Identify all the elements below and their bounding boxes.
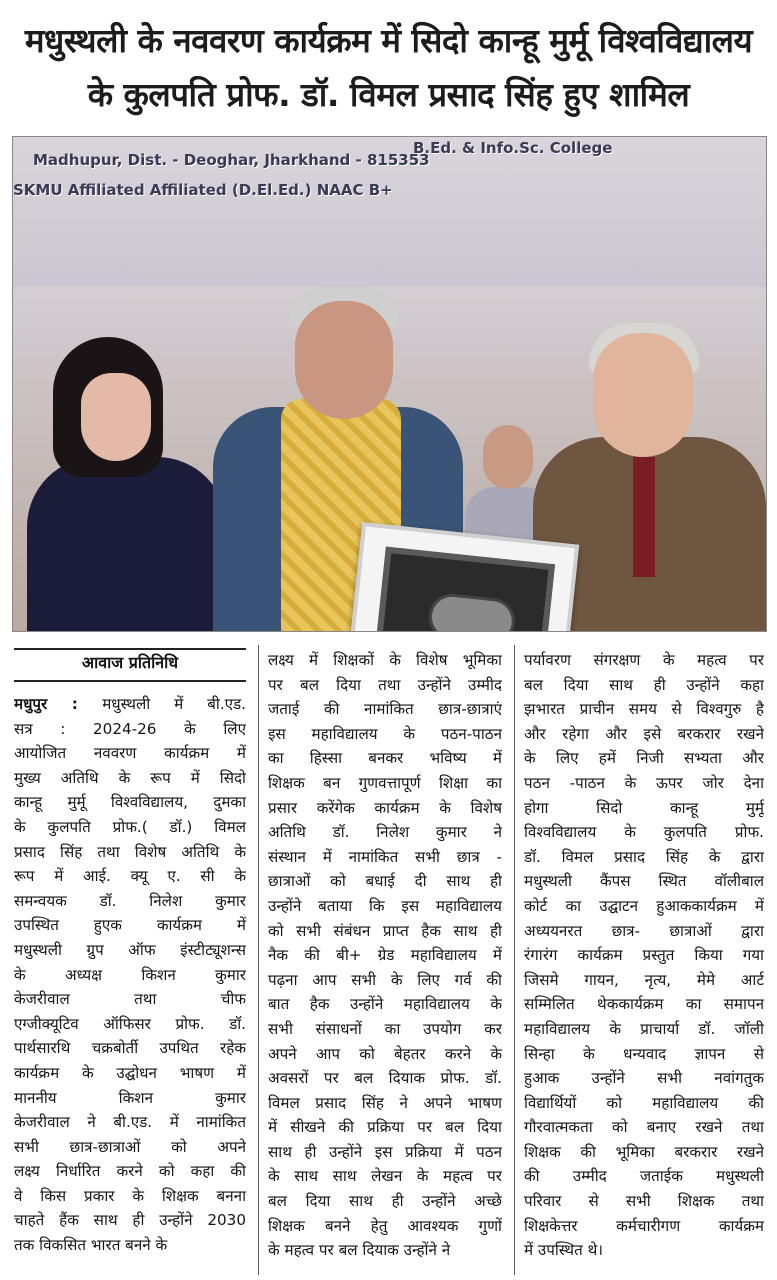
text-line: विश्वविद्यालय के कुलपति प्रोफ.	[524, 823, 764, 842]
text-line: माननीय किशन कुमार	[14, 1088, 246, 1107]
text-line: सम्मिलित थेककार्यक्रम का समापन	[524, 995, 764, 1014]
text-line: एग्जीक्यूटिव ऑफिसर प्रोफ. डॉ.	[14, 1014, 246, 1033]
text-line: तक विकसित भारत बनने के	[14, 1236, 168, 1255]
text-line: झभारत प्राचीन समय से विश्वगुरु है	[524, 700, 764, 719]
text-line: हुआक उन्होंने सभी नवांगतुक	[524, 1069, 764, 1088]
text-line: उपस्थित हुएक कार्यक्रम में	[14, 916, 246, 935]
text-line: सत्र : 2024-26 के लिए	[14, 719, 246, 738]
text-line: और रहेगा और इसे बरकरार रखने	[524, 724, 764, 743]
text-line: पढ़ना आप सभी के लिए गर्व की	[268, 970, 502, 989]
byline: आवाज प्रतिनिधि	[14, 648, 246, 682]
text-line: के अध्यक्ष किशन कुमार	[14, 965, 246, 984]
woman-face	[81, 373, 151, 461]
text-line: छात्राओं को बधाई दी साथ ही	[268, 872, 502, 891]
text-line	[14, 692, 246, 717]
article-column-3	[524, 648, 764, 1263]
text-line: के लिए हमें निजी सभ्यता और	[524, 749, 764, 768]
text-line: पार्थसारथि चक्रबोर्ती उपथित रहेक	[14, 1039, 246, 1058]
text-line: कार्यक्रम के उद्घोधन भाषण में	[14, 1063, 246, 1082]
text-line: होगा सिदो कान्हू मुर्मू	[524, 798, 764, 817]
headline	[0, 14, 777, 122]
text-line: रंगारंग कार्यक्रम प्रस्तुत किया गया	[524, 946, 764, 965]
memento-inner	[373, 547, 555, 632]
text-line: जिसमे गायन, नृत्य, मेमे आर्ट	[524, 970, 764, 989]
text-line: मधुस्थली कैंपस स्थित वॉलीबाल	[524, 872, 764, 891]
text-line: को सभी संबंधन प्राप्त हैक साथ ही	[268, 921, 502, 940]
woman-figure	[27, 457, 227, 632]
text-line: प्रसाद सिंह तथा विशेष अतिथि के	[14, 842, 246, 861]
text-line: रूप में आई. क्यू ए. सी के	[14, 867, 246, 886]
text-line: के महत्व पर बल दियाक उन्होंने ने	[268, 1241, 451, 1260]
text-line: का हिस्सा बनकर भविष्य में	[268, 749, 502, 768]
tie	[633, 457, 655, 577]
text-line: शिक्षक बन गुणवत्तापूर्ण शिक्षा का	[268, 773, 502, 792]
text-line: शिक्षक की भूमिका बरकरार रखने	[524, 1142, 764, 1161]
text-line: समन्वयक डॉ. निलेश कुमार	[14, 891, 246, 910]
text-line: कोर्ट का उद्घाटन हुआककार्यक्रम में	[524, 896, 764, 915]
text-line: सिन्हा के धन्यवाद ज्ञापन से	[524, 1044, 764, 1063]
text-line: में उपस्थित थे।	[524, 1241, 604, 1260]
text-line: की उम्मीद जताईक मधुस्थली	[524, 1167, 764, 1186]
text-line: महाविद्यालय के प्राचार्या डॉ. जॉली	[524, 1019, 764, 1038]
text-line: इस महाविद्यालय के पठन-पाठन	[268, 724, 502, 743]
text-line: अपने आप को बेहतर करने के	[268, 1044, 502, 1063]
text-line: चाहते हैंक साथ ही उन्होंने 2030	[14, 1211, 246, 1230]
text-line: केजरीवाल तथा चीफ	[14, 990, 246, 1009]
text-line: शिक्षकेत्तर कर्मचारीगण कार्यक्रम	[524, 1216, 764, 1235]
text-line: में सीखने की प्रक्रिया पर बल दिया	[268, 1118, 502, 1137]
banner-text-0: B.Ed. & Info.Sc. College	[413, 139, 613, 157]
text-line: लक्ष्य में शिक्षकों के विशेष भूमिका	[268, 651, 502, 669]
text-line: के साथ साथ लेखन के महत्व पर	[268, 1167, 502, 1186]
text-line: सभी छात्र-छात्राओं को अपने	[14, 1137, 246, 1156]
text-line: सभी संसाधनों का उपयोग कर	[268, 1019, 502, 1038]
text-line: बल दिया साथ ही उन्होंने अच्छे	[268, 1192, 502, 1211]
headline-line-2: के कुलपति प्रोफ. डॉ. विमल प्रसाद सिंह हुए शामिल	[87, 75, 690, 114]
memento-art	[427, 592, 517, 632]
text-line: वे किस प्रकार के शिक्षक बनना	[14, 1186, 246, 1205]
text-line: परिवार से सभी शिक्षक तथा	[524, 1192, 764, 1211]
text-line: केजरीवाल ने बी.एड. में नामांकित	[14, 1113, 246, 1132]
text-line: पर बल दिया तथा उन्होंने उम्मीद	[268, 675, 502, 694]
banner-text-1: Madhupur, Dist. - Deoghar, Jharkhand - 815353	[33, 151, 430, 169]
text-line: लक्ष्य निर्धारित करने को कहा की	[14, 1162, 246, 1181]
banner-text-2: SKMU Affiliated Affiliated (D.El.Ed.) NAAC B+	[13, 181, 393, 199]
text-line: मधुस्थली ग्रुप ऑफ इंस्टीट्यूशन्स	[14, 940, 246, 959]
text-line: अतिथि डॉ. निलेश कुमार ने	[268, 823, 502, 842]
text-line: मुख्य अतिथि के रूप में सिदो	[14, 768, 246, 787]
text-line: आयोजित नववरण कार्यक्रम में	[14, 744, 246, 763]
text-line: बात हैक उन्होंने महाविद्यालय के	[268, 995, 502, 1014]
text-line: संस्थान में नामांकित सभी छात्र -	[268, 847, 502, 866]
text-line: डॉ. विमल प्रसाद सिंह के द्वारा	[524, 847, 764, 866]
text-line: के कुलपति प्रोफ.( डॉ.) विमल	[14, 817, 246, 836]
column-rule-1	[258, 645, 259, 1275]
column-rule-2	[514, 645, 515, 1275]
text-line: कान्हू मुर्मू विश्वविद्यालय, दुमका	[14, 793, 246, 812]
text-line: जताई की नामांकित छात्र-छात्राएं	[268, 700, 502, 719]
text-line: उन्होंने बताया कि इस महाविद्यालय	[268, 896, 502, 915]
text-line: साथ ही उन्होंने इस प्रक्रिया में पठन	[268, 1142, 502, 1161]
text-line: अध्ययनरत छात्र- छात्राओं द्वारा	[524, 921, 764, 940]
text-line: बल दिया साथ ही उन्होंने कहा	[524, 675, 764, 694]
girl-face	[483, 425, 533, 489]
text-line-rest: मधुस्थली में बी.एड.	[102, 695, 246, 713]
text-line: विमल प्रसाद सिंह ने अपने भाषण	[268, 1093, 502, 1112]
text-line: पर्यावरण संगरक्षण के महत्व पर	[524, 651, 764, 669]
article-column-2	[268, 648, 502, 1263]
text-line: पठन -पाठन के ऊपर जोर देना	[524, 773, 764, 792]
text-line: शिक्षक बनने हेतु आवश्यक गुणों	[268, 1216, 502, 1235]
text-line: गौरवात्मकता को बनाए रखने तथा	[524, 1118, 764, 1137]
headline-line-1: मधुस्थली के नववरण कार्यक्रम में सिदो कान्हू मुर्मू विश्वविद्यालय	[24, 21, 753, 60]
news-photo	[12, 136, 767, 632]
elder-man-face	[593, 333, 693, 457]
article-column-1	[14, 692, 246, 1258]
text-line: अवसरों पर बल दियाक प्रोफ. डॉ.	[268, 1069, 502, 1088]
text-line: प्रसार करेंगेक कार्यक्रम के विशेष	[268, 798, 502, 817]
vice-chancellor-face	[295, 301, 393, 419]
text-line: विद्यार्थियों को महाविद्यालय की	[524, 1093, 764, 1112]
dateline: मधुपुर :	[14, 695, 103, 713]
text-line: नैक की बी+ ग्रेड महाविद्यालय में	[268, 946, 502, 965]
